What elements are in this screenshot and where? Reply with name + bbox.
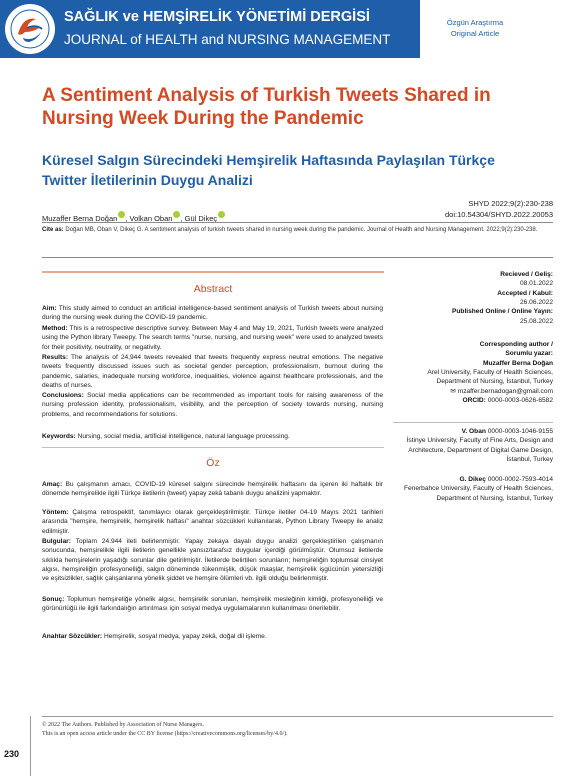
corr-name: Muzaffer Berna Doğan bbox=[483, 359, 553, 367]
page-number: 230 bbox=[4, 749, 20, 759]
cite-label: Cite as: bbox=[42, 227, 64, 233]
journal-title-tr: SAĞLIK ve HEMŞİRELİK YÖNETİMİ DERGİSİ bbox=[64, 9, 370, 25]
divider bbox=[42, 257, 553, 258]
footer-rule bbox=[42, 716, 553, 717]
article-type-badge bbox=[426, 18, 524, 40]
divider bbox=[42, 447, 384, 448]
oz-amac: Amaç: Bu çalışmanın amacı, COVID-19 küresel salgını sürecinde hemşirelik haftasını da içeren iki haftalık bir dönemde hemşirelikle ilgili Türkçe iletilerin (tweet) yapay zekâ tabanlı duygu analizini yapmaktır. bbox=[42, 481, 383, 498]
received-date: 08.01.2022 bbox=[519, 280, 553, 288]
divider bbox=[393, 422, 553, 423]
accepted-date: 26.06.2022 bbox=[519, 299, 553, 307]
article-title-en: A Sentiment Analysis of Turkish Tweets Shared in Nursing Week During the Pandemic bbox=[42, 85, 491, 129]
footer bbox=[42, 721, 288, 739]
author2-name: V. Oban bbox=[461, 428, 486, 435]
oz-bulgular: Bulgular: Toplam 24.944 ileti belirlenmiştir. Yapay zekaya dayalı duygu analizi gerçekleştirilen çalışmanın sonucunda, hemşirelikle ilgili iletilerin genellikle yansız/tarafsız duygular içerdiği görülmüştür. Olumsuz iletilerde sıklıkla hemşirelerin yaşadığı sorunlar dile getirilmiştir. İletilerde belirtilen sorunların; hemşireliğin toplumsal cinsiyet algısı, hemşireliğin profesyonelliği, salgın döneminde tükenmişlik, düşük maaşlar, hemşirelik işgücünün yetersizliği ve eşitsizlikler, sağlık çalışanlarına yönelik şiddet ve hemşire ölümleri vb. ilgili olduğu belirlenmiştir. bbox=[42, 538, 384, 583]
abstract-method: Method: This is a retrospective descriptive survey. Between May 4 and May 19, 2021, Turkish tweets were analyzed using the Python library Tweepy. The search terms "nurse, nursing, and nursing week" were used to analyzed tweets for their positivity, neutrality, or negativity. bbox=[42, 325, 383, 351]
abstract-heading: Abstract bbox=[193, 283, 233, 295]
abstract-results: Results: The analysis of 24,944 tweets revealed that tweets frequently express neutral emotions. The negative tweets frequently discussed issues such as societal gender perception, professionalism, burnout during the pandemic, salaries, inadequate nursing workforce, inequalities, violence against healthcare professionals, and the deaths of nurses. bbox=[42, 354, 383, 390]
author3-affiliation: Fenerbahce University, Faculty of Health Sciences, Department of Nursing, İstanbul, Turkey bbox=[403, 485, 553, 502]
author2-orcid[interactable]: 0000-0003-1046-9155 bbox=[487, 428, 553, 435]
author3-orcid[interactable]: 0000-0002-7593-4014 bbox=[487, 476, 553, 483]
article-type-tr: Özgün Araştırma bbox=[446, 18, 504, 27]
author-list: Muzaffer Berna Doğan , Volkan Oban , Gül Dikeç bbox=[42, 211, 225, 223]
author2-block bbox=[393, 427, 553, 464]
author3-name: G. Dikeç bbox=[459, 476, 486, 483]
oz-keywords: Anahtar Sözcükler: Hemşirelik, sosyal medya, yapay zekâ, doğal dil işleme. bbox=[42, 633, 267, 640]
abstract-keywords: Keywords: Nursing, social media, artificial intelligence, natural language processing. bbox=[42, 433, 290, 440]
corr-orcid[interactable]: 0000-0003-0626-6582 bbox=[487, 397, 553, 405]
oz-yontem: Yöntem: Çalışma retrospektif, tanımlayıcı olarak gerçekleştirilmiştir. Türkçe iletiler 04-19 Mayıs 2021 tarihleri arasında "hemşire, hemşirelik, hemşirelik haftası" anahtar sözcükleri kullanılarak, Python Library Tweepy ile analiz edilmiştir. bbox=[42, 509, 383, 535]
article-meta bbox=[445, 198, 553, 221]
corr-email[interactable]: mzaffer.bernadogan@gmail.com bbox=[457, 387, 553, 395]
citation-volume: SHYD 2022;9(2):230-238 bbox=[468, 199, 553, 208]
corr-affiliation: Arel University, Faculty of Health Sciences, Department of Nursing, İstanbul, Turkey bbox=[427, 369, 553, 386]
article-type-en: Original Article bbox=[450, 28, 500, 38]
doi[interactable]: doi:10.54304/SHYD.2022.20053 bbox=[444, 210, 553, 220]
corr-label: Sorumlu yazar: bbox=[505, 350, 553, 358]
orcid-icon[interactable] bbox=[173, 211, 180, 218]
email-icon: ✉ bbox=[450, 387, 456, 395]
orcid-icon[interactable] bbox=[118, 211, 125, 218]
corr-email-row bbox=[393, 387, 553, 396]
article-title-tr: Küresel Salgın Sürecindeki Hemşirelik Haftasında Paylaşılan Türkçe Twitter İletilerinin Duygu Analizi bbox=[42, 152, 495, 189]
footer-vline bbox=[30, 716, 31, 776]
oz-sonuc: Sonuç: Toplumun hemşireliğe yönelik algısı, hemşirelik sorunları, hemşirelik mesleğinin kimliği, profesyonelliği ve görünürlüğü ile ilgili farkındalığın artırılması için sosyal medya uygulamalarının kullanılması önerilebilir. bbox=[42, 596, 383, 613]
author-name: Gül Dikeç bbox=[184, 214, 218, 223]
cite-as bbox=[42, 226, 552, 234]
corr-label: Corresponding author / bbox=[479, 341, 553, 348]
oz-heading: Öz bbox=[206, 457, 220, 469]
cite-text: Doğan MB, Oban V, Dikeç G. A sentiment analysis of turkish tweets shared in nursing week during the pandemic. Journal of Health and Nursing Management. 2022;9(2):230-238. bbox=[65, 227, 538, 233]
journal-header bbox=[0, 0, 567, 58]
author-name: Volkan Oban bbox=[129, 214, 173, 223]
published-label: Published Online / Online Yayın: bbox=[451, 308, 553, 316]
author3-block bbox=[393, 475, 553, 503]
journal-logo bbox=[3, 2, 57, 56]
author2-affiliation: İstinye University, Faculty of Fine Arts, Design and Architecture, Department of Digital Game Design, İstanbul, Turkey bbox=[406, 437, 553, 464]
received-label: Recieved / Geliş: bbox=[500, 271, 553, 278]
author-name: Muzaffer Berna Doğan bbox=[42, 214, 118, 223]
license[interactable]: This is an open access article under the CC BY license (https://creativecommons.org/licenses/by/4.0/). bbox=[42, 731, 288, 737]
abstract-conclusions: Conclusions: Social media applications can be recommended as important tools for raising awareness of the nursing profession identity, professionalism, visibility, and the perception of society towards nursing, nursing problems, and recommendations for solutions. bbox=[42, 392, 383, 418]
copyright: © 2022 The Authors. Published by Association of Nurse Managers. bbox=[42, 722, 204, 728]
corresponding-author-block bbox=[393, 340, 553, 406]
divider bbox=[42, 222, 553, 223]
accepted-label: Accepted / Kabul: bbox=[497, 289, 553, 297]
abstract-aim: Aim: This study aimed to conduct an artificial intelligence-based sentiment analysis of Turkish tweets about nursing during the nursing week during the COVID-19 pandemic. bbox=[42, 305, 383, 322]
orcid-icon[interactable] bbox=[218, 211, 225, 218]
published-date: 25.08.2022 bbox=[519, 317, 553, 325]
journal-title-en: JOURNAL of HEALTH and NURSING MANAGEMENT bbox=[64, 32, 391, 47]
corr-orcid-row: ORCID: 0000-0003-0626-6582 bbox=[462, 397, 553, 405]
dates-block bbox=[393, 270, 553, 326]
